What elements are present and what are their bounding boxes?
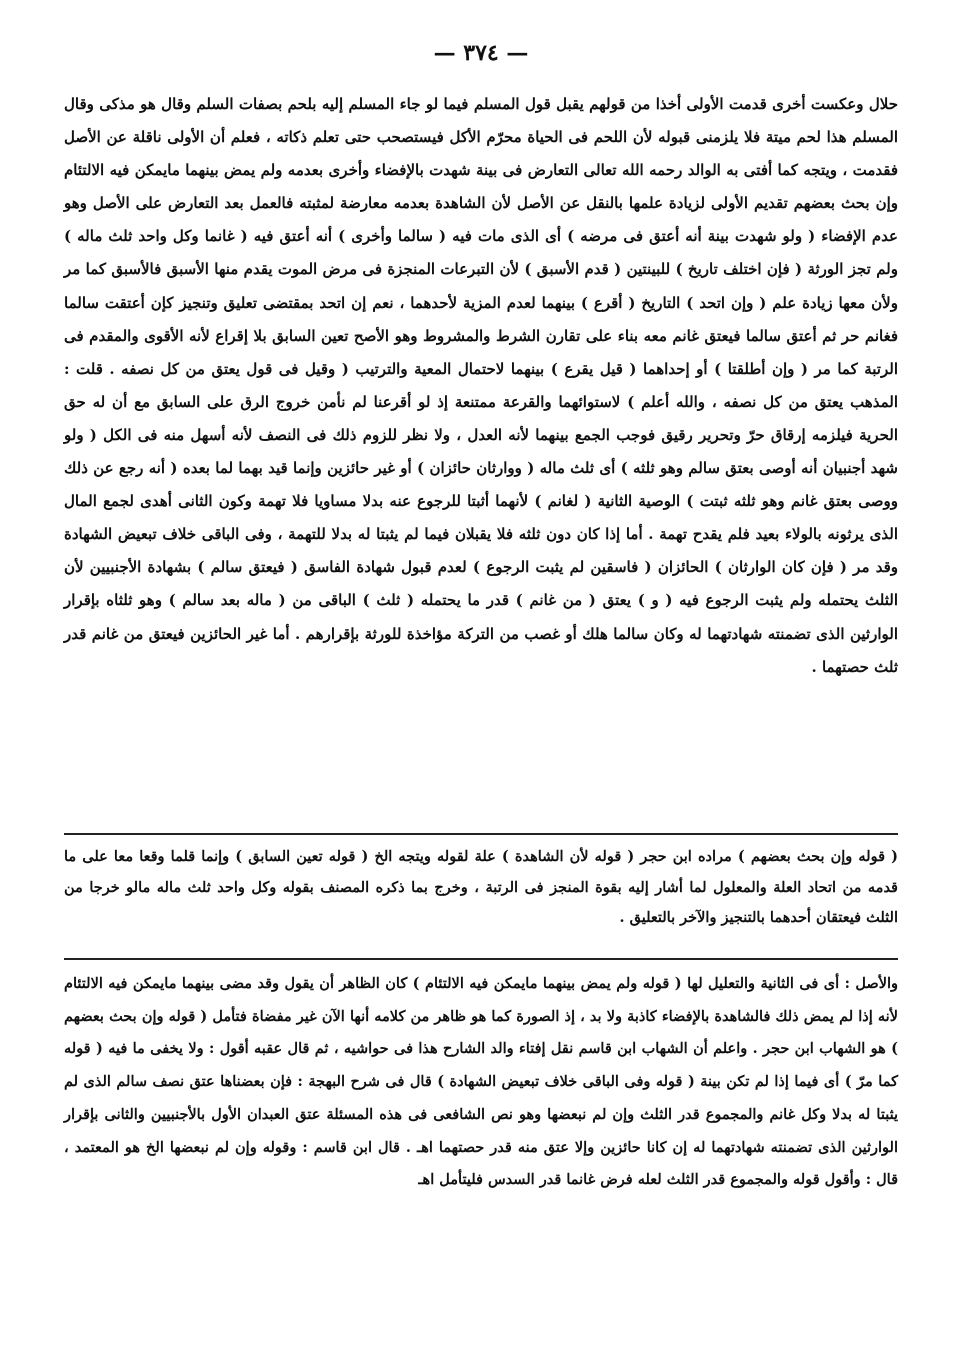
footnote-paragraph-2: والأصل : أى فى الثانية والتعليل لها ( قوله ولم يمض بينهما مايمكن فيه الالتئام ) كان الظاهر أن يقول وقد مضى بينهما مايمكن فيه الالتئام لأنه إذا لم يمض ذلك فالشاهدة بالإفضاء كاذبة ولا بد ، إذ الصورة كما هو ظاهر من كلامه أنها الآن غير مفضاة فتأمل ( قوله وإن بحث بعضهم ) هو الشهاب ابن حجر . واعلم أن الشهاب ابن قاسم نقل إفتاء والد الشارح هذا فى حواشيه ، ثم قال عقبه أقول : ولا يخفى ما فيه ( قوله كما مرّ ) أى فيما إذا لم تكن بينة ( قوله وفى الباقى خلاف تبعيض الشهادة ) قال فى شرح البهجة : فإن بعضناها عتق نصف سالم الذى لم يثبتا له بدلا وكل غانم والمجموع قدر الثلث وإن لم نبعضها وهو نص الشافعى فى هذه المسئلة عتق العبدان الأول بالأجنبيين والثانى بإقرار الوارثين الذى تضمنته شهادتهما له إن كانا حائزين وإلا عتق منه قدر حصتهما اهـ . قال ابن قاسم : وقوله وإن لم نبعضها الخ هو المعتمد ، قال : وأقول قوله والمجموع قدر الثلث لعله فرض غانما قدر السدس فليتأمل اهـ xyxy=(64,975,898,1189)
main-paragraph: حلال وعكست أخرى قدمت الأولى أخذا من قولهم يقبل قول المسلم فيما لو جاء المسلم إليه بلحم بصفات السلم وقال هو مذكى وقال المسلم هذا لحم ميتة فلا يلزمنى قبوله لأن اللحم فى الحياة محرّم الأكل فيستصحب حتى تعلم ذكاته ، فعلم أن الأولى ناقلة عن الأصل فقدمت ، ويتجه كما أفتى به الوالد رحمه الله تعالى التعارض فى بينة شهدت بالإفضاء وأخرى بعدمه ولم يمض بينهما مايمكن فيه الالتئام وإن بحث بعضهم تقديم الأولى لزيادة علمها بالنقل عن الأصل لأن الشاهدة بعدمه معارضة لمثبته فالعمل بعد التعارض على الأصل وهو عدم الإفضاء ( ولو شهدت بينة أنه أعتق فى مرضه ) أى الذى مات فيه ( سالما وأخرى ) أنه أعتق فيه ( غانما وكل واحد ثلث ماله ) ولم تجز الورثة ( فإن اختلف تاريخ ) للبينتين ( قدم الأسبق ) لأن التبرعات المنجزة فى مرض الموت يقدم منها الأسبق فالأسبق كما مر ولأن معها زيادة علم ( وإن اتحد ) التاريخ ( أقرع ) بينهما لعدم المزية لأحدهما ، نعم إن اتحد بمقتضى تعليق وتنجيز كإن أعتقت سالما فغانم حر ثم أعتق سالما فيعتق غانم معه بناء على تقارن الشرط والمشروط وهو الأصح تعين السابق بلا إقراع لأنه الأقوى والمقدم فى الرتبة كما مر ( وإن أطلقتا ) أو إحداهما ( قيل يقرع ) بينهما لاحتمال المعية والترتيب ( وقيل فى قول يعتق من كل نصفه . قلت : المذهب يعتق من كل نصفه ، والله أعلم ) لاستوائهما والقرعة ممتنعة إذ لو أقرعنا لم نأمن خروج الرق على السابق مع أن له حق الحرية فيلزمه إرقاق حرّ وتحرير رقيق فوجب الجمع بينهما لأنه العدل ، ولا نظر للزوم ذلك فى النصف لأنه أسهل منه فى الكل ( ولو شهد أجنبيان أنه أوصى بعتق سالم وهو ثلثه ) أى ثلث ماله ( ووارثان حائزان ) أو غير حائزين وإنما قيد بهما لما بعده ( أنه رجع عن ذلك ووصى بعتق غانم وهو ثلثه ثبتت ) الوصية الثانية ( لغانم ) لأنهما أثبتا للرجوع عنه بدلا مساويا فلا تهمة وكون الثانى أهدى لجمع المال الذى يرثونه بالولاء بعيد فلم يقدح تهمة . أما إذا كان دون ثلثه فلا يقبلان فيما لم يثبتا له بدلا للتهمة ، وفى الباقى خلاف تبعيض الشهادة وقد مر ( فإن كان الوارثان ) الحائزان ( فاسقين لم يثبت الرجوع ) لعدم قبول شهادة الفاسق ( فيعتق سالم ) بشهادة الأجنبيين لأن الثلث يحتمله ولم يثبت الرجوع فيه ( و ) يعتق ( من غانم ) قدر ما يحتمله ( ثلث ) الباقى من ( ماله بعد سالم ) وهو ثلثاه بإقرار الوارثين الذى تضمنته شهادتهما له وكان سالما هلك أو غصب من التركة مؤاخذة للورثة بإقرارهم . أما غير الحائزين فيعتق من غانم قدر ثلث حصتهما . xyxy=(64,95,898,676)
footnote-divider-2 xyxy=(64,958,898,960)
footnote-paragraph-1: ( قوله وإن بحث بعضهم ) مراده ابن حجر ( قوله لأن الشاهدة ) علة لقوله ويتجه الخ ( قوله تعين السابق ) وإنما قلما وقعا معا على ما قدمه من اتحاد العلة والمعلول لما أشار إليه بقوة المنجز فى الرتبة ، وخرج بما ذكره المصنف بقوله وكل واحد ثلث ماله مالو خرجا من الثلث فيعتقان أحدهما بالتنجيز والآخر بالتعليق . xyxy=(64,848,898,926)
footnote-block-2 xyxy=(64,968,898,1197)
footnote-divider xyxy=(64,833,898,835)
page-number: — ٣٧٤ — xyxy=(433,40,529,66)
footnote-block-1 xyxy=(64,842,898,934)
main-text-block xyxy=(64,88,898,684)
